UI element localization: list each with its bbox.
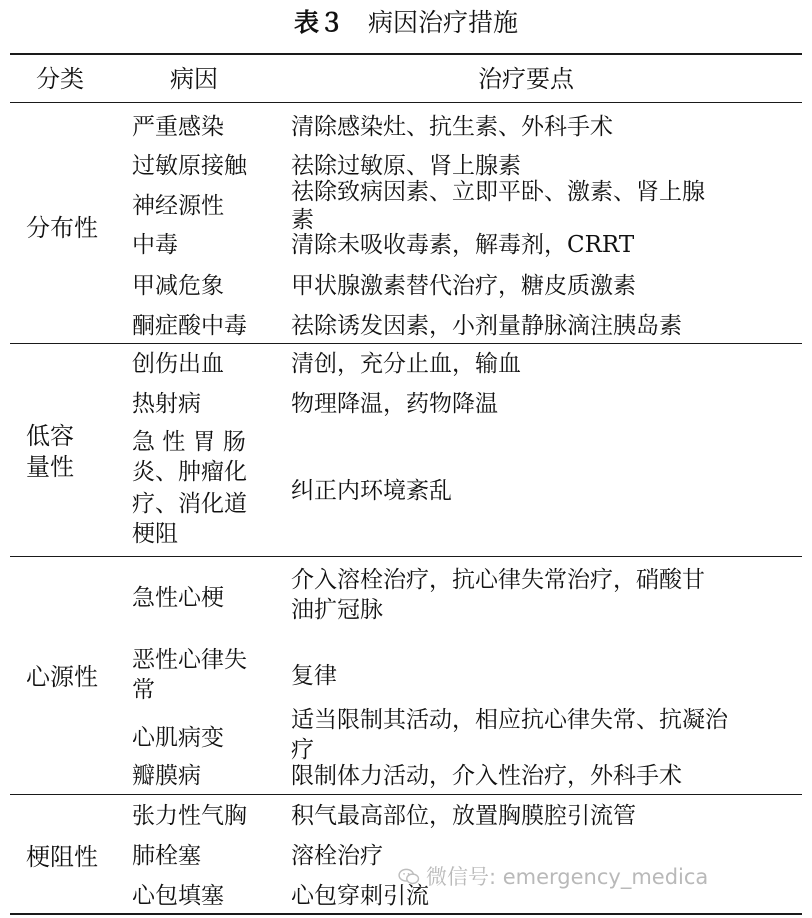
treatment-cell: 复律 [291, 663, 337, 689]
treatment-cell: 限制体力活动，介入性治疗，外科手术 [291, 763, 682, 789]
treatment-cell: 清除未吸收毒素，解毒剂，CRRT [291, 232, 635, 258]
category-label: 梗阻性 [26, 843, 98, 871]
header-rule [10, 102, 802, 103]
treatment-cell: 祛除过敏原、肾上腺素 [291, 153, 521, 179]
group-rule [10, 343, 802, 344]
treatment-cell: 祛除诱发因素，小剂量静脉滴注胰岛素 [291, 313, 682, 339]
category-label: 低容 [26, 422, 74, 450]
treatment-cell: 祛除致病因素、立即平卧、激素、肾上腺 [291, 179, 705, 205]
treatment-cell: 纠正内环境紊乱 [291, 478, 452, 504]
cause-cell: 张力性气胸 [132, 803, 247, 829]
treatment-cell: 心包穿刺引流 [291, 883, 429, 909]
table-name: 病因治疗措施 [368, 8, 519, 37]
treatment-cell: 适当限制其活动，相应抗心律失常、抗凝治 [291, 707, 728, 733]
treatment-cell: 积气最高部位，放置胸膜腔引流管 [291, 803, 636, 829]
cause-cell: 疗、消化道 [132, 491, 247, 517]
treatment-cell: 素 [291, 207, 314, 233]
cause-cell: 严重感染 [132, 114, 224, 140]
cause-cell: 热射病 [132, 391, 201, 417]
cause-cell: 常 [132, 677, 155, 703]
top-rule [10, 53, 802, 55]
treatment-cell: 溶栓治疗 [291, 843, 383, 869]
cause-cell: 炎、肿瘤化 [132, 459, 247, 485]
wechat-icon [398, 868, 420, 886]
group-rule [10, 556, 802, 557]
cause-cell: 瓣膜病 [132, 763, 201, 789]
treatment-cell: 甲状腺激素替代治疗，糖皮质激素 [291, 273, 636, 299]
cause-cell: 过敏原接触 [132, 153, 247, 179]
cause-cell: 肺栓塞 [132, 843, 201, 869]
category-label: 心源性 [26, 663, 98, 691]
cause-cell: 中毒 [132, 232, 178, 258]
cause-cell: 创伤出血 [132, 351, 224, 377]
cause-cell: 甲减危象 [132, 273, 224, 299]
cause-cell: 酮症酸中毒 [132, 313, 247, 339]
header-cause: 病因 [170, 65, 218, 93]
cause-cell: 心肌病变 [132, 725, 224, 751]
table-number: 表３ [293, 8, 344, 37]
treatment-cell: 物理降温，药物降温 [291, 391, 498, 417]
cause-cell: 恶性心律失 [132, 647, 247, 673]
header-category: 分类 [36, 65, 84, 93]
cause-cell: 梗阻 [132, 521, 178, 547]
treatment-cell: 介入溶栓治疗，抗心律失常治疗，硝酸甘 [291, 567, 705, 593]
watermark [398, 862, 708, 892]
header-treatment: 治疗要点 [478, 65, 574, 93]
cause-cell: 急性心梗 [132, 585, 224, 611]
group-rule [10, 794, 802, 795]
table-title [0, 0, 812, 46]
cause-cell: 心包填塞 [132, 883, 224, 909]
bottom-rule [10, 913, 802, 915]
treatment-cell: 油扩冠脉 [291, 597, 383, 623]
cause-cell: 急 性 胃 肠 [132, 429, 246, 455]
treatment-cell: 清除感染灶、抗生素、外科手术 [291, 114, 613, 140]
category-label: 分布性 [26, 214, 98, 242]
watermark-text: 微信号: emergency_medica [426, 865, 709, 889]
treatment-cell: 清创，充分止血，输血 [291, 351, 521, 377]
cause-cell: 神经源性 [132, 193, 224, 219]
treatment-cell: 疗 [291, 737, 314, 763]
category-label: 量性 [26, 453, 74, 481]
